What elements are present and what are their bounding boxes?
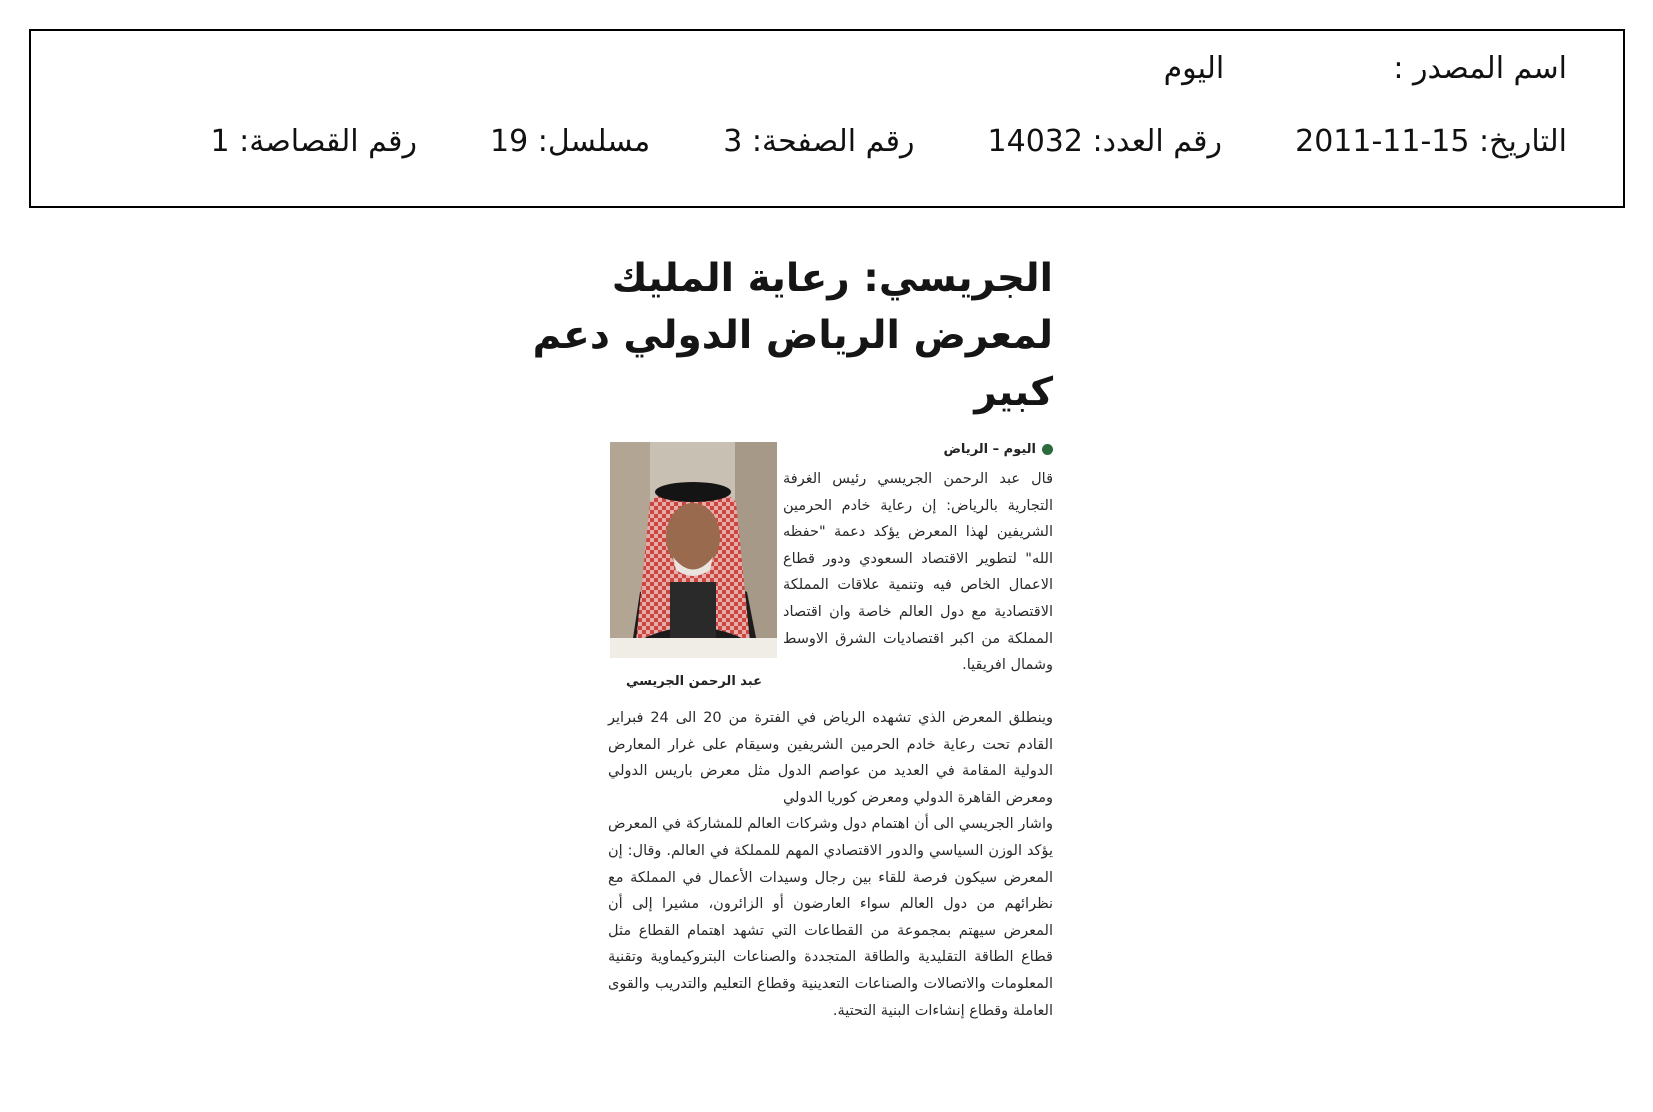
article-byline xyxy=(943,442,1053,457)
portrait-photo xyxy=(610,442,777,658)
bullet-dot-icon xyxy=(1042,444,1053,455)
source-label: اسم المصدر : xyxy=(1393,51,1567,86)
page-label: رقم الصفحة: xyxy=(751,124,915,159)
newspaper-clipping xyxy=(532,250,1053,1080)
clip-label: رقم القصاصة: xyxy=(239,124,417,159)
article-body-wide xyxy=(608,705,1053,1024)
source-value: اليوم xyxy=(1163,51,1225,86)
meta-row xyxy=(211,124,1568,159)
article-paragraph-1 xyxy=(783,466,1053,679)
paragraph-2-text: وينطلق المعرض الذي تشهده الرياض في الفترة من 20 الى 24 فبراير القادم تحت رعاية خادم الحرمين الشريفين وسيقام على غرار المعارض الدولية المقامة في العديد من عواصم الدول مثل معرض باريس الدولي ومعرض القاهرة الدولي ومعرض كوريا الدولي xyxy=(608,710,1053,806)
issue-value: 14032 xyxy=(987,124,1083,159)
paragraph-3-text: واشار الجريسي الى أن اهتمام دول وشركات العالم للمشاركة في المعرض يؤكد الوزن السياسي والدور الاقتصادي المهم للمملكة في العالم. وقال: إن المعرض سيكون فرصة للقاء بين رجال وسيدات الأعمال في المملكة مع نظرائهم من دول العالم سواء العارضون أو الزائرون، مشيرا إلى أن المعرض سيهتم بمجموعة من القطاعات التي تشهد اهتمام القطاع مثل قطاع الطاقة التقليدية والطاقة المتجددة والصناعات البتروكيماوية وتقنية المعلومات والاتصالات والصناعات التعدينية وقطاع التعليم والتدريب والقوى العاملة وقطاع إنشاءات البنية التحتية. xyxy=(608,816,1053,1019)
source-info-box xyxy=(29,29,1625,208)
page-value: 3 xyxy=(723,124,743,159)
article-headline xyxy=(532,250,1053,421)
headline-line-1: الجريسي: رعاية المليك xyxy=(611,256,1053,301)
paragraph-1-text: قال عبد الرحمن الجريسي رئيس الغرفة التجارية بالرياض: إن رعاية خادم الحرمين الشريفين لهذا المعرض يؤكد دعمة "حفظه الله" لتطوير الاقتصاد السعودي ودور قطاع الاعمال الخاص فيه وتنمية علاقات المملكة الاقتصادية مع دول العالم خاصة وان اقتصاد المملكة من اكبر اقتصاديات الشرق الاوسط وشمال افريقيا. xyxy=(783,471,1053,674)
serial-label: مسلسل: xyxy=(537,124,651,159)
issue-label: رقم العدد: xyxy=(1092,124,1223,159)
byline-text: اليوم – الرياض xyxy=(943,442,1036,457)
photo-caption: عبد الرحمن الجريسي xyxy=(625,674,762,689)
date-label: التاريخ: xyxy=(1479,124,1567,159)
headline-line-2: لمعرض الرياض الدولي دعم xyxy=(532,313,1053,358)
source-row xyxy=(1164,51,1567,86)
serial-value: 19 xyxy=(490,124,529,159)
date-value: 2011-11-15 xyxy=(1295,124,1470,159)
headline-line-3: كبير xyxy=(974,370,1053,415)
clip-value: 1 xyxy=(210,124,230,159)
